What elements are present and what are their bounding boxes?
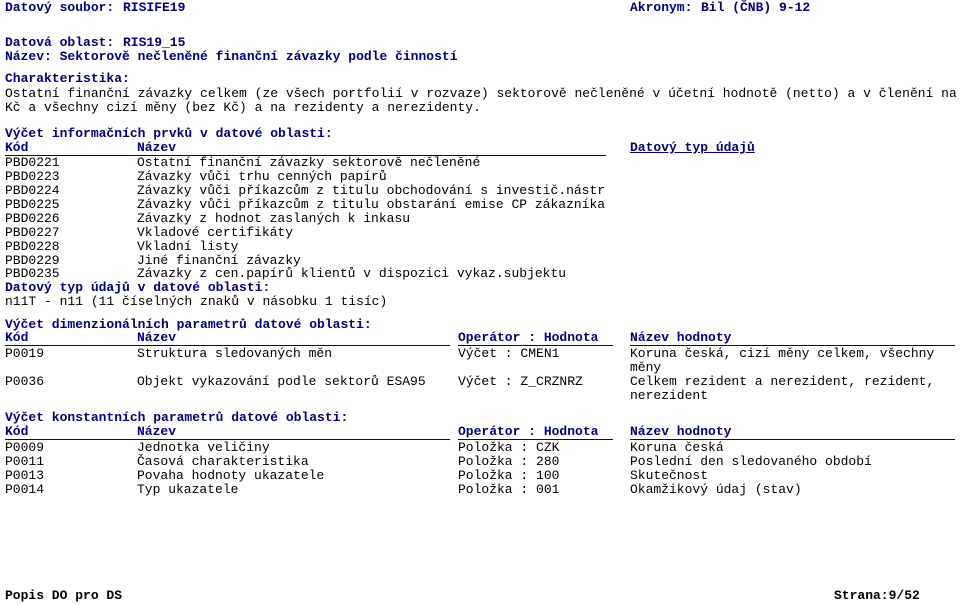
dim-valname: Koruna česká, cizí měny celkem, všechny měny: [630, 346, 935, 375]
acronym-value: Bil (ČNB) 9-12: [701, 0, 811, 15]
dataset-value: RISIFE19: [123, 0, 186, 15]
dim-col-code: Kód: [5, 330, 29, 345]
acronym-label: Akronym:: [630, 0, 693, 15]
const-col-op: Operátor : Hodnota: [458, 424, 599, 439]
dim-code: P0036: [5, 374, 45, 389]
const-code: P0009: [5, 440, 45, 455]
dim-name: Struktura sledovaných měn: [137, 346, 333, 361]
const-op: Položka : 001: [458, 482, 560, 497]
info-name: Ostatní finanční závazky sektorově nečleněné: [137, 155, 481, 170]
data-type-label: Datový typ údajů v datové oblasti:: [5, 280, 271, 295]
characteristics-line-2: Kč a všechny cizí měny (bez Kč) a na rezidenty a nerezidenty.: [5, 100, 481, 115]
dim-code: P0019: [5, 346, 45, 361]
const-name: Časová charakteristika: [137, 454, 309, 469]
info-code: PBD0229: [5, 253, 60, 268]
const-name: Typ ukazatele: [137, 482, 239, 497]
const-valname: Okamžikový údaj (stav): [630, 482, 802, 497]
info-col-name: Název: [137, 140, 177, 155]
const-col-code: Kód: [5, 424, 29, 439]
data-type-value: n11T - n11 (11 číselných znaků v násobku 1 tisíc): [5, 294, 388, 309]
dim-params-title: Výčet dimenzionálních parametrů datové oblasti:: [5, 317, 372, 332]
dim-col-op: Operátor : Hodnota: [458, 330, 599, 345]
info-elements-title: Výčet informačních prvků v datové oblasti:: [5, 126, 333, 141]
info-name: Závazky z cen.papírů klientů v dispozici vykaz.subjektu: [137, 266, 567, 281]
info-name: Jiné finanční závazky: [137, 253, 301, 268]
const-col-valname: Název hodnoty: [630, 424, 732, 439]
info-name: Závazky z hodnot zaslaných k inkasu: [137, 211, 411, 226]
info-col-code: Kód: [5, 140, 29, 155]
const-code: P0013: [5, 468, 45, 483]
info-name: Vkladové certifikáty: [137, 225, 294, 240]
const-op: Položka : 100: [458, 468, 560, 483]
area-name-label: Název:: [5, 49, 52, 64]
info-code: PBD0226: [5, 211, 60, 226]
info-name: Závazky vůči trhu cenných papírů: [137, 169, 387, 184]
const-col-name: Název: [137, 424, 177, 439]
footer-page-label: Strana:: [834, 588, 889, 603]
const-code: P0011: [5, 454, 45, 469]
info-code: PBD0224: [5, 183, 60, 198]
area-name-value: Sektorově nečleněné finanční závazky podle činností: [59, 49, 458, 64]
dim-col-valname: Název hodnoty: [630, 330, 732, 345]
dim-valname: Celkem rezident a nerezident, rezident, nerezident: [630, 374, 935, 403]
info-code: PBD0221: [5, 155, 60, 170]
area-label: Datová oblast:: [5, 35, 115, 50]
info-name: Závazky vůči příkazcům z titulu obstarání emise CP zákazníka: [137, 197, 606, 212]
const-op: Položka : 280: [458, 454, 560, 469]
info-code: PBD0227: [5, 225, 60, 240]
footer-document-title: Popis DO pro DS: [5, 588, 123, 603]
characteristics-line-1: Ostatní finanční závazky celkem (ze všech portfolií v rozvaze) sektorově nečleněné v účetní hodnotě (netto) a v členění na: [5, 86, 957, 101]
info-code: PBD0228: [5, 239, 60, 254]
const-valname: Poslední den sledovaného období: [630, 454, 872, 469]
dim-op: Výčet : CMEN1: [458, 346, 560, 361]
const-name: Povaha hodnoty ukazatele: [137, 468, 325, 483]
info-name: Závazky vůči příkazcům z titulu obchodování s investič.nástr: [137, 183, 606, 198]
area-name-row: [5, 50, 458, 64]
const-name: Jednotka veličiny: [137, 440, 270, 455]
dataset-label: Datový soubor:: [5, 0, 115, 15]
info-code: PBD0225: [5, 197, 60, 212]
const-params-title: Výčet konstantních parametrů datové oblasti:: [5, 410, 349, 425]
const-valname: Skutečnost: [630, 468, 709, 483]
area-value: RIS19_15: [123, 35, 186, 50]
info-code: PBD0235: [5, 266, 60, 281]
footer-page-value: 9/52: [888, 588, 920, 603]
dim-col-name: Název: [137, 330, 177, 345]
const-op: Položka : CZK: [458, 440, 560, 455]
const-valname: Koruna česká: [630, 440, 724, 455]
info-col-type: Datový typ údajů: [630, 140, 755, 155]
characteristics-label: Charakteristika:: [5, 71, 130, 86]
const-code: P0014: [5, 482, 45, 497]
dim-op: Výčet : Z_CRZNRZ: [458, 374, 583, 389]
info-name: Vkladní listy: [137, 239, 239, 254]
dim-name: Objekt vykazování podle sektorů ESA95: [137, 374, 426, 389]
footer-page: [834, 589, 920, 603]
info-code: PBD0223: [5, 169, 60, 184]
